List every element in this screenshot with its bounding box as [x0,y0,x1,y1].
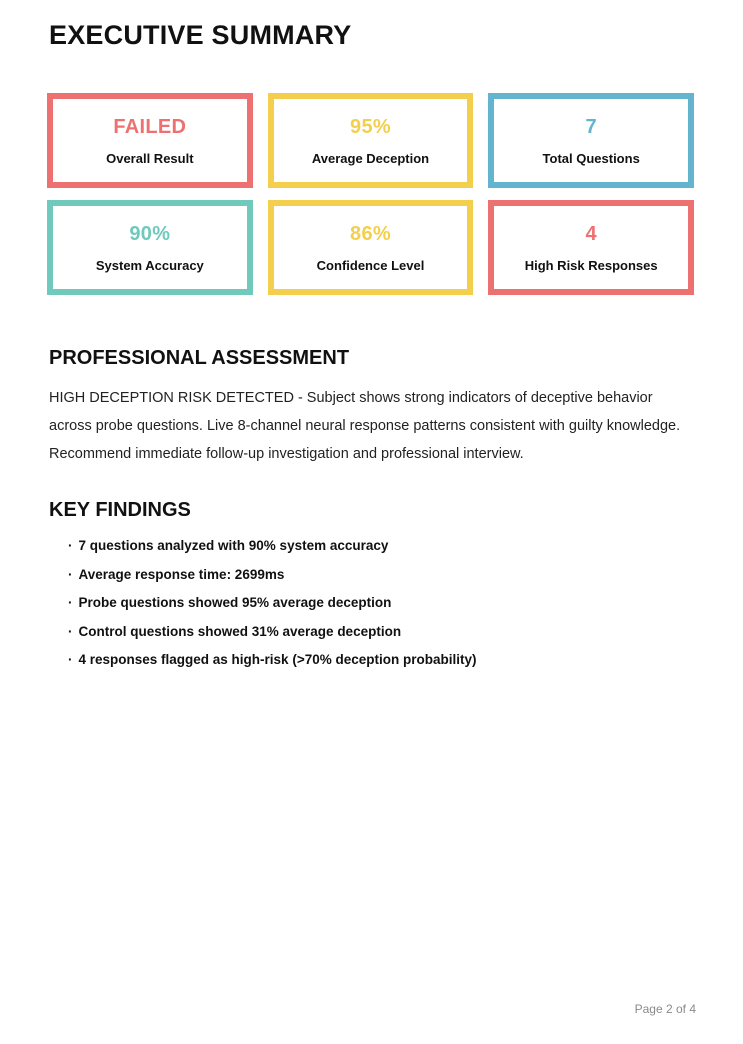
summary-card [268,93,474,188]
summary-card-value: 90% [129,222,171,245]
summary-cards-grid [47,93,694,295]
key-finding-item [68,568,697,583]
key-findings-list [49,539,697,667]
summary-card-label: High Risk Responses [524,257,658,273]
key-finding-text: Probe questions showed 95% average deception [78,595,392,611]
summary-card-label: Overall Result [106,150,194,166]
summary-card-label: Total Questions [542,150,640,166]
summary-card [488,93,694,188]
assessment-heading: PROFESSIONAL ASSESSMENT [49,347,350,369]
key-finding-item [68,625,697,640]
key-finding-text: Average response time: 2699ms [78,566,285,582]
summary-card-value: 7 [585,115,597,138]
key-finding-text: 4 responses flagged as high-risk (>70% deception probability) [78,651,477,667]
summary-card-value: FAILED [113,115,187,138]
summary-card [488,200,694,295]
summary-card-label: System Accuracy [95,257,204,273]
page-number: Page 2 of 4 [634,1002,696,1016]
summary-card [268,200,474,295]
summary-card-value: 86% [350,222,391,245]
key-finding-item [68,539,697,554]
page-title: EXECUTIVE SUMMARY [49,20,352,50]
report-content [0,20,743,668]
summary-card-label: Average Deception [311,150,430,166]
summary-card [47,93,253,188]
key-finding-text: 7 questions analyzed with 90% system accuracy [78,538,389,554]
summary-card-value: 4 [585,222,597,245]
key-finding-item [68,653,697,668]
summary-card-label: Confidence Level [316,257,425,273]
key-finding-item [68,596,697,611]
key-finding-text: Control questions showed 31% average deception [78,623,402,639]
summary-card [47,200,253,295]
summary-card-value: 95% [350,115,391,138]
assessment-body-text: HIGH DECEPTION RISK DETECTED - Subject shows strong indicators of deceptive behavior across probe questions. Live 8-channel neural response patterns consistent with guilty knowledge. Recommend immediate follow-up investigation and professional interview. [49,390,681,462]
key-findings-heading: KEY FINDINGS [49,499,191,522]
